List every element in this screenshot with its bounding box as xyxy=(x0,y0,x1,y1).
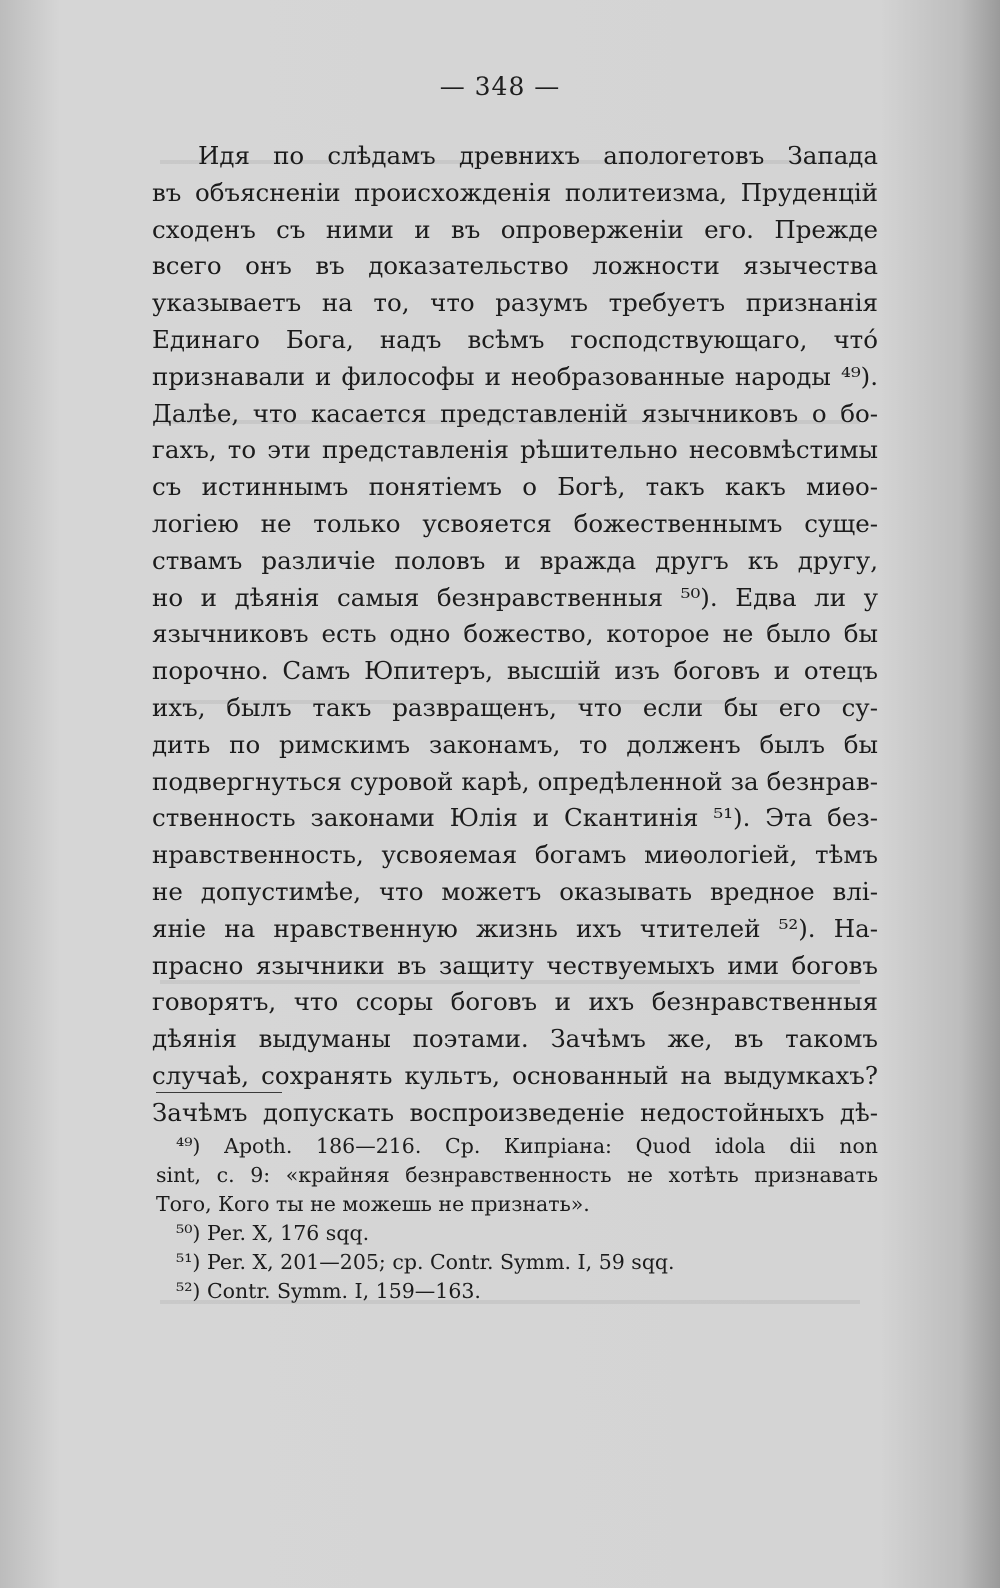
text-line: логіею не только усвояется божественнымъ суще- xyxy=(152,508,878,538)
text-line: Единаго Бога, надъ всѣмъ господствующаго, что́ xyxy=(152,324,878,354)
footnote-line: Того, Кого ты не можешь не признать». xyxy=(156,1192,590,1216)
text-line: Далѣе, что касается представленій язычниковъ о бо- xyxy=(152,398,878,428)
text-line: съ истиннымъ понятіемъ о Богѣ, такъ какъ миѳо- xyxy=(152,472,878,502)
text-line: дѣянія выдуманы поэтами. Зачѣмъ же, въ такомъ xyxy=(152,1024,878,1054)
footnote-line: ⁵⁰) Per. X, 176 sqq. xyxy=(176,1221,370,1245)
text-line: указываетъ на то, что разумъ требуетъ признанія xyxy=(152,288,878,318)
text-line: гахъ, то эти представленія рѣшительно несовмѣстимы xyxy=(152,435,878,465)
text-line: случаѣ, сохранять культъ, основанный на выдумкахъ? xyxy=(152,1060,878,1090)
text-line: въ объясненіи происхожденія политеизма, Пруденцій xyxy=(152,177,878,207)
text-line: Идя по слѣдамъ древнихъ апологетовъ Запада xyxy=(198,141,878,170)
footnote-line: sint, c. 9: «крайняя безнравственность не хотѣть признавать xyxy=(156,1163,878,1187)
body-text xyxy=(152,138,878,1132)
text-line: говорятъ, что ссоры боговъ и ихъ безнравственныя xyxy=(152,987,878,1017)
text-line: сходенъ съ ними и въ опроверженіи его. Прежде xyxy=(152,214,878,244)
text-line: язычниковъ есть одно божество, которое не было бы xyxy=(152,619,878,649)
text-line: ихъ, былъ такъ развращенъ, что если бы его су- xyxy=(152,692,878,722)
text-line: нравственность, усвояемая богамъ миѳологіей, тѣмъ xyxy=(152,840,878,870)
footnotes xyxy=(156,1132,878,1306)
text-line: всего онъ въ доказательство ложности язычества xyxy=(152,251,878,281)
text-line: но и дѣянія самыя безнравственныя ⁵⁰). Едва ли у xyxy=(152,582,878,612)
footnote-line: ⁵¹) Per. X, 201—205; ср. Contr. Symm. I, 59 sqq. xyxy=(176,1250,675,1274)
text-line: яніе на нравственную жизнь ихъ чтителей ⁵²). На- xyxy=(152,913,878,943)
footnote-line: ⁴⁹) Apoth. 186—216. Ср. Кипріана: Quod idola dii non xyxy=(176,1134,878,1158)
footnote-line: ⁵²) Contr. Symm. I, 159—163. xyxy=(176,1279,481,1303)
text-line: прасно язычники въ защиту чествуемыхъ ими боговъ xyxy=(152,950,878,980)
text-line: подвергнуться суровой карѣ, опредѣленной за безнрав- xyxy=(152,766,878,796)
text-line: дить по римскимъ законамъ, то долженъ былъ бы xyxy=(152,729,878,759)
text-line: ственность законами Юлія и Скантинія ⁵¹). Эта без- xyxy=(152,803,878,833)
text-line: признавали и философы и необразованные народы ⁴⁹). xyxy=(152,361,878,391)
page-number: — 348 — xyxy=(439,72,561,101)
text-line: ствамъ различіе половъ и вражда другъ къ другу, xyxy=(152,545,878,575)
text-line: порочно. Самъ Юпитеръ, высшій изъ боговъ и отецъ xyxy=(152,656,878,686)
text-line: не допустимѣе, что можетъ оказывать вредное влі- xyxy=(152,876,878,906)
footnote-separator xyxy=(156,1092,282,1093)
text-line: Зачѣмъ допускать воспроизведеніе недостойныхъ дѣ- xyxy=(152,1097,878,1127)
